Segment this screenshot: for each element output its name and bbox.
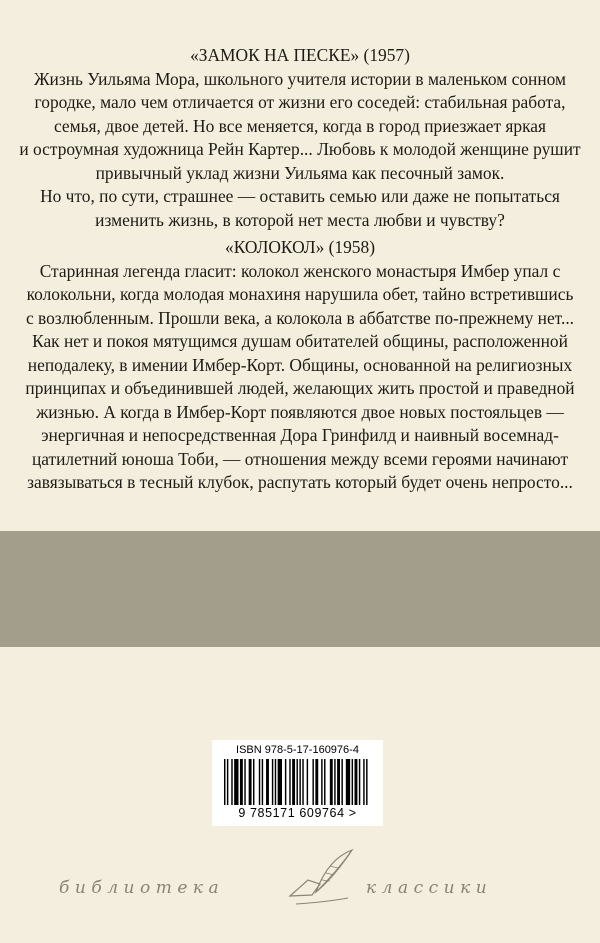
- description-line: Жизнь Уильяма Мора, школьного учителя истории в маленьком сонном: [33, 68, 567, 89]
- description-line: семья, двое детей. Но все меняется, когда в город приезжает яркая: [53, 115, 547, 136]
- barcode-bar: [234, 759, 238, 805]
- description-line: энергичная и непосредственная Дора Гринфилд и наивный восемнад-: [41, 425, 559, 445]
- barcode-bar: [321, 759, 322, 805]
- barcode-bar: [289, 759, 290, 805]
- barcode-bar: [244, 759, 245, 805]
- barcode-bar: [224, 759, 225, 805]
- barcode-bar: [227, 759, 228, 805]
- barcode-bar: [253, 759, 254, 805]
- description-line: принципах и объединившей людей, желающих жить простой и праведной: [25, 378, 575, 398]
- isbn-barcode: [212, 740, 383, 826]
- series-name-left: библиотека: [59, 878, 225, 898]
- description-line: изменить жизнь, в которой нет места любви и чувству?: [95, 209, 505, 230]
- barcode-bar: [363, 759, 364, 805]
- isbn-label: ISBN 978-5-17-160976-4: [236, 744, 359, 756]
- barcode-bar: [262, 759, 263, 805]
- barcode-bar: [278, 759, 282, 805]
- barcode-bar: [352, 759, 353, 805]
- barcode-bar: [330, 759, 333, 805]
- description-line: колокольни, когда молодая монахиня нарушила обет, тайно встретившись: [26, 284, 574, 304]
- description-line: цатилетний юноша Тоби, — отношения между всеми героями начинают: [31, 448, 569, 469]
- description-line: Старинная легенда гласит: колокол женского монастыря Имбер упал с: [39, 260, 561, 281]
- description-line: с возлюбленным. Прошли века, а колокола в аббатстве по-прежнему нет...: [25, 307, 575, 328]
- book-description-sand-castle: [18, 44, 582, 232]
- series-name-right: классики: [366, 878, 493, 898]
- barcode-bar: [312, 759, 313, 805]
- description-line: привычный уклад жизни Уильяма как песочный замок.: [95, 162, 505, 183]
- description-line: Но что, по сути, страшнее — оставить семью или даже не попытаться: [40, 186, 560, 206]
- barcode-bar: [324, 759, 325, 805]
- barcode-bar: [315, 759, 318, 805]
- barcode-bar: [266, 759, 269, 805]
- barcode-bar: [240, 759, 243, 805]
- description-line: городке, мало чем отличается от жизни его соседей: стабильная работа,: [34, 92, 566, 112]
- barcode-bar: [231, 759, 232, 805]
- quill-pen-icon: [286, 846, 360, 908]
- barcode-bar: [292, 759, 295, 805]
- barcode-bar: [302, 759, 303, 805]
- description-line: неподалеку, в имении Имбер-Корт. Общины, основанной на религиозных: [27, 354, 573, 375]
- barcode-bar: [346, 759, 350, 805]
- barcode-bar: [307, 759, 308, 805]
- book-heading-the-bell: «КОЛОКОЛ» (1958): [225, 237, 375, 257]
- barcode-bar: [359, 759, 360, 805]
- description-line: жизнью. А когда в Имбер-Корт появляются двое новых постояльцев —: [36, 401, 564, 422]
- barcode-bar: [299, 759, 300, 805]
- barcode-bar: [341, 759, 342, 805]
- barcode-bar: [249, 759, 252, 805]
- barcode-bars: [224, 759, 371, 805]
- barcode-bar: [259, 759, 260, 805]
- barcode-bar: [285, 759, 286, 805]
- book-description-the-bell: [18, 236, 582, 495]
- description-line: Как нет и покоя мятущимся душам обитателей общины, расположенной: [32, 331, 568, 351]
- barcode-bar: [334, 759, 335, 805]
- barcode-bar: [355, 759, 358, 805]
- description-line: завязываться в тесный клубок, распутать который будет очень непросто...: [27, 472, 573, 492]
- barcode-digits: 9 785171 609764 >: [238, 806, 357, 820]
- barcode-bar: [337, 759, 340, 805]
- description-line: и остроумная художница Рейн Картер... Любовь к молодой женщине рушит: [19, 139, 581, 159]
- barcode-bar: [275, 759, 276, 805]
- book-heading-sand-castle: «ЗАМОК НА ПЕСКЕ» (1957): [190, 45, 410, 65]
- barcode-bar: [272, 759, 273, 805]
- decorative-band: [0, 531, 600, 647]
- barcode-bar: [297, 759, 298, 805]
- barcode-bar: [366, 759, 367, 805]
